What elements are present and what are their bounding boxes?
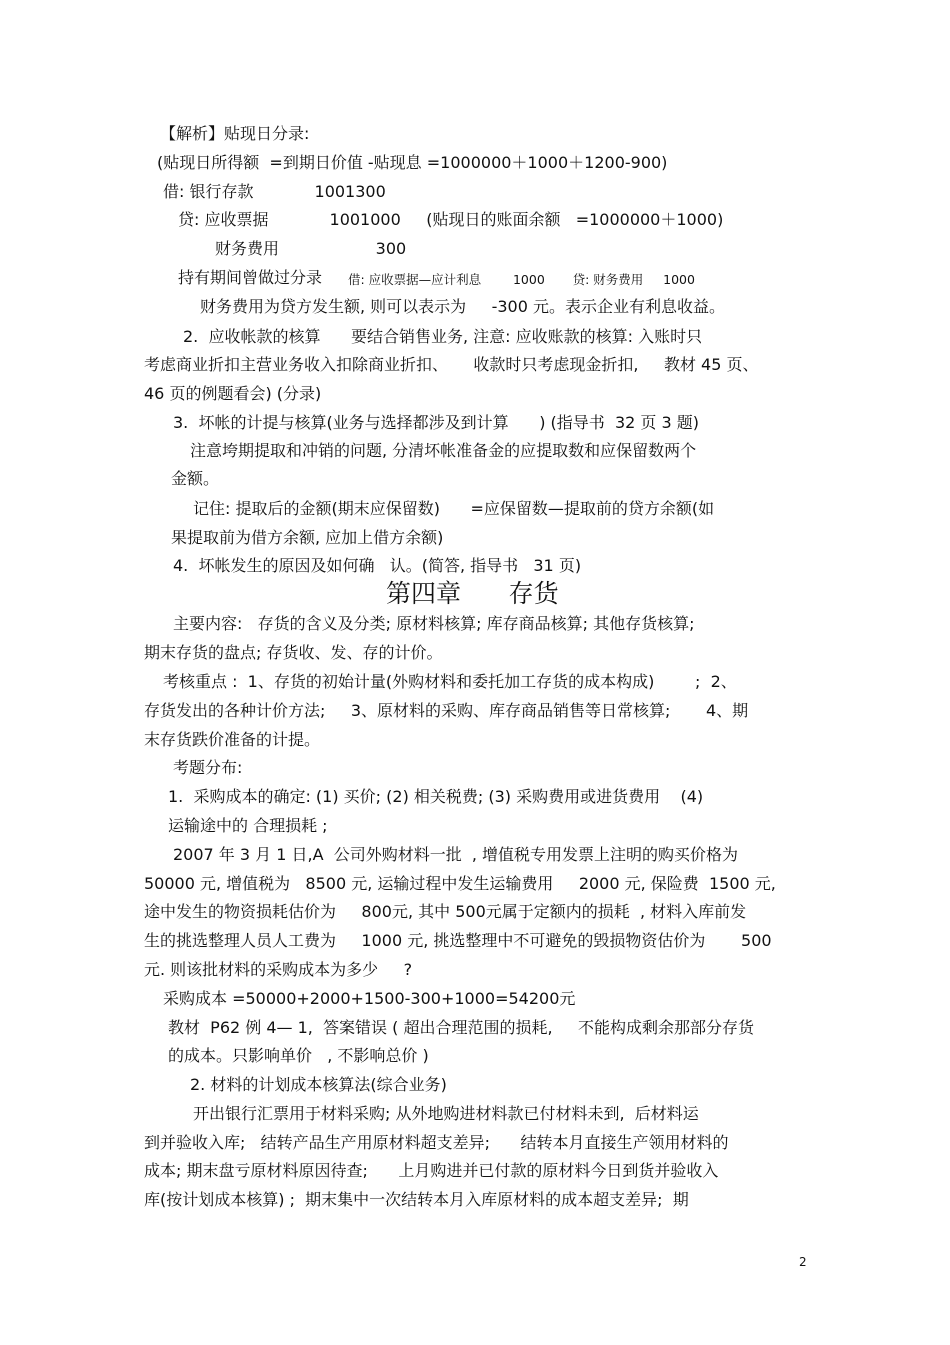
text-line: 【解析】贴现日分录: — [160, 124, 310, 143]
text-line: 50000 元, 增值税为 8500 元, 运输过程中发生运输费用 2000 元, 保险费 1500 元, — [144, 874, 776, 893]
text-line: 财务费用 300 — [215, 239, 407, 258]
text-line: 注意垮期提取和冲销的问题, 分清坏帐准备金的应提取数和应保留数两个 — [190, 441, 697, 460]
text-line: (贴现日所得额 =到期日价值 -贴现息 =1000000＋1000＋1200-900) — [157, 153, 668, 172]
text-line: 考核重点 : 1、存货的初始计量(外购材料和委托加工存货的成本构成) ; 2、 — [163, 672, 737, 691]
text-line: 1. 采购成本的确定: (1) 买价; (2) 相关税费; (3) 采购费用或进货费用 (4) — [168, 787, 704, 806]
text-line: 到并验收入库; 结转产品生产用原材料超支差异; 结转本月直接生产领用材料的 — [144, 1133, 729, 1152]
text-line: 教材 P62 例 4— 1, 答案错误 ( 超出合理范围的损耗, 不能构成剩余那部分存货 — [168, 1018, 754, 1037]
text-line: 开出银行汇票用于材料采购; 从外地购进材料款已付材料未到, 后材料运 — [193, 1104, 699, 1123]
text-line: 存货发出的各种计价方法; 3、原材料的采购、库存商品销售等日常核算; 4、期 — [144, 701, 749, 720]
text-line: 金额。 — [171, 469, 220, 488]
text-line: 2. 应收帐款的核算 要结合销售业务, 注意: 应收账款的核算: 入账时只 — [183, 327, 703, 346]
text-line: 记住: 提取后的金额(期末应保留数) =应保留数—提取前的贷方余额(如 — [193, 499, 715, 518]
text-line: 持有期间曾做过分录 — [178, 268, 323, 287]
text-line: 采购成本 =50000+2000+1500-300+1000=54200元 — [163, 989, 576, 1008]
text-line: 成本; 期末盘亏原材料原因待查; 上月购进并已付款的原材料今日到货并验收入 — [144, 1161, 719, 1180]
text-line: 3. 坏帐的计提与核算(业务与选择都涉及到计算 ) (指导书 32 页 3 题) — [173, 413, 699, 432]
text-line: 借: 银行存款 1001300 — [163, 182, 386, 201]
text-line: 财务费用为贷方发生额, 则可以表示为 -300 元。表示企业有利息收益。 — [200, 297, 726, 316]
text-line: 4. 坏帐发生的原因及如何确 认。(简答, 指导书 31 页) — [173, 556, 582, 575]
text-line: 46 页的例题看会) (分录) — [144, 384, 322, 403]
text-line: 期末存货的盘点; 存货收、发、存的计价。 — [144, 643, 443, 662]
chapter-title: 第四章 存货 — [386, 579, 559, 608]
text-line: 贷: 应收票据 1001000 (贴现日的账面余额 =1000000＋1000) — [178, 210, 724, 229]
text-line: 末存货跌价准备的计提。 — [144, 730, 321, 749]
text-line: 主要内容: 存货的含义及分类; 原材料核算; 库存商品核算; 其他存货核算; — [173, 614, 695, 633]
page-number: 2 — [799, 1255, 807, 1269]
text-line: 途中发生的物资损耗估价为 800元, 其中 500元属于定额内的损耗 , 材料入库前发 — [144, 902, 747, 921]
text-line: 考虑商业折扣主营业务收入扣除商业折扣、 收款时只考虑现金折扣, 教材 45 页、 — [144, 355, 759, 374]
text-line: 借: 应收票据—应计利息 1000 贷: 财务费用 1000 — [348, 272, 695, 287]
text-line: 元. 则该批材料的采购成本为多少 ? — [144, 960, 413, 979]
text-line: 2007 年 3 月 1 日,A 公司外购材料一批 , 增值税专用发票上注明的购买价格为 — [173, 845, 739, 864]
text-line: 库(按计划成本核算) ; 期末集中一次结转本月入库原材料的成本超支差异; 期 — [144, 1190, 689, 1209]
text-line: 果提取前为借方余额, 应加上借方余额) — [171, 528, 444, 547]
text-line: 生的挑选整理人员人工费为 1000 元, 挑选整理中不可避免的毁损物资估价为 500 — [144, 931, 772, 950]
text-line: 2. 材料的计划成本核算法(综合业务) — [190, 1075, 447, 1094]
text-line: 运输途中的 合理损耗 ; — [168, 816, 328, 835]
text-line: 考题分布: — [173, 758, 243, 777]
text-line: 的成本。只影响单价 , 不影响总价 ) — [168, 1046, 429, 1065]
